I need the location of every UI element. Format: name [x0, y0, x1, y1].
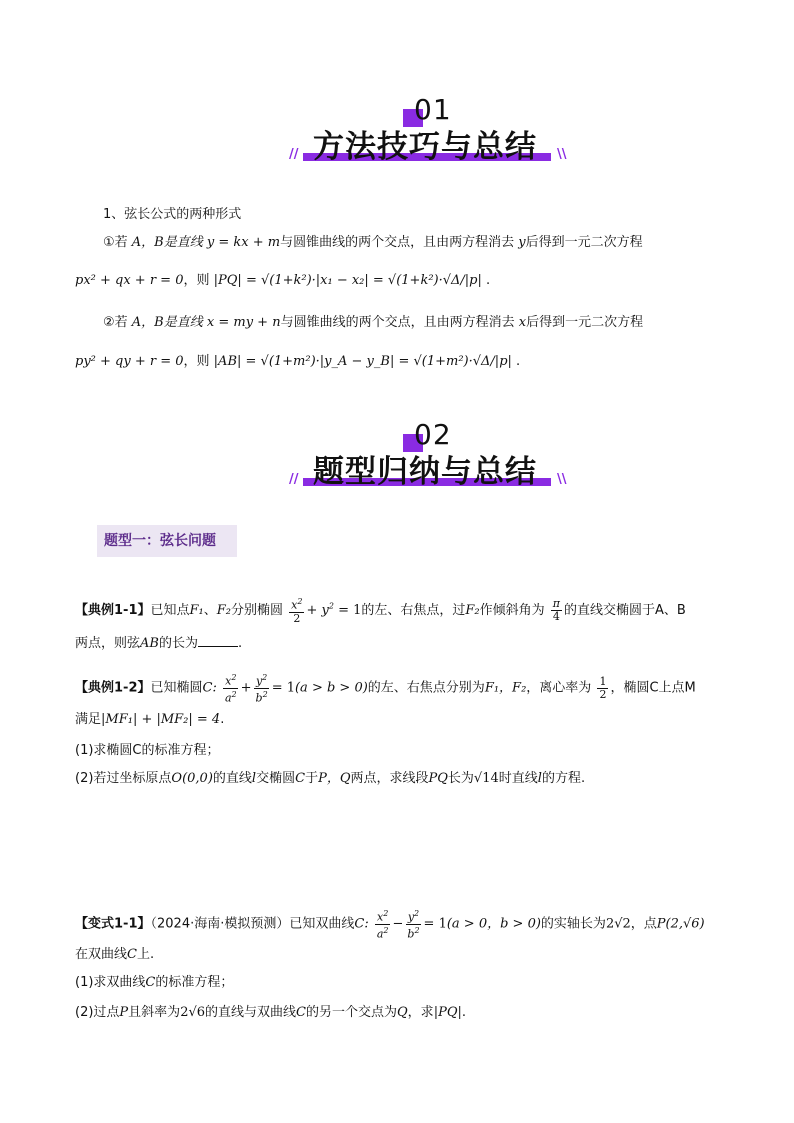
- variant-text: 的直线与双曲线: [205, 1005, 297, 1020]
- example-text: .: [237, 636, 243, 651]
- answer-blank[interactable]: [198, 634, 238, 647]
- hyperbola-c: C: [145, 975, 156, 990]
- example-text: ，离心率为: [526, 680, 592, 696]
- case2-points: A，B是直线: [131, 315, 203, 330]
- hyperbola-condition: (a > 0，b > 0): [446, 916, 541, 932]
- ellipse-fraction: $\frac{x^2}{2}$: [291, 597, 303, 625]
- variant-text: (2)过点: [75, 1005, 120, 1020]
- case1-then: ，则: [183, 273, 210, 288]
- slope-value: 2√6: [180, 1005, 206, 1020]
- variant-text: 上.: [136, 947, 155, 962]
- focus-f2: F₂: [216, 602, 231, 618]
- section-title: 方法技巧与总结: [313, 129, 537, 165]
- angle-fraction: $\frac{\pi}{4}$: [552, 596, 561, 623]
- problem-type-label: 题型一：弦长问题: [104, 533, 216, 549]
- section-header-2: [0, 420, 794, 500]
- example-1-2-line1: 【典例1-2】已知椭圆C: $\frac{x^2}{a^2}$ + $\frac{y^2}{b^2}$ = 1(a > b > 0)的左、右焦点分别为F₁，F₂，离心率为 $\frac{1}{2}$ ，椭圆C上点M: [75, 673, 696, 705]
- origin: O(0,0): [171, 771, 213, 786]
- example-1-2-q1: (1)求椭圆C的标准方程；: [75, 743, 220, 758]
- hyperbola-x-term: $\frac{x^2}{a^2}$: [376, 909, 389, 941]
- point-p: P(2,√6): [656, 916, 705, 932]
- slash-right: \\: [557, 147, 567, 162]
- variant-text: 已知双曲线: [289, 916, 355, 932]
- case2-then: ，则: [183, 354, 210, 369]
- section-number: 02: [414, 418, 452, 451]
- example-label: 【典例1-2】: [75, 680, 151, 696]
- case2-prefix: ②若: [103, 315, 128, 330]
- example-text: 的方程.: [541, 771, 586, 786]
- variant-text: ，求: [407, 1005, 434, 1020]
- case1-quadratic: px² + qx + r = 0: [75, 273, 184, 288]
- ellipse-y-term: $\frac{y^2}{b^2}$: [255, 673, 268, 705]
- hyperbola-y-term: $\frac{y^2}{b^2}$: [407, 909, 420, 941]
- segment-pq: PQ: [428, 771, 448, 786]
- example-text: 两点，则弦: [75, 636, 141, 651]
- section-number: 01: [414, 93, 452, 126]
- case2-text: 与圆锥曲线的两个交点，且由两方程消去: [280, 315, 515, 330]
- slash-left: //: [289, 147, 299, 162]
- focus-f1: F₁: [189, 602, 204, 618]
- example-text: .: [220, 712, 225, 727]
- variant-text: (1)求双曲线: [75, 975, 146, 990]
- example-text: 于: [305, 771, 319, 786]
- case1-text2: 后得到一元二次方程: [525, 235, 643, 250]
- variant-1-1-line1: 【变式1-1】（2024·海南·模拟预测）已知双曲线C: $\frac{x^2}{a^2}$ − $\frac{y^2}{b^2}$ = 1(a > 0，b > 0)的实轴长为2√2，点P(2,√6): [75, 909, 705, 941]
- example-text: 两点，求线段: [350, 771, 429, 786]
- example-label: 【典例1-1】: [75, 602, 151, 618]
- ellipse-c: C: [295, 771, 306, 786]
- case2-text2: 后得到一元二次方程: [526, 315, 644, 330]
- example-text: 的左、右焦点，过: [361, 602, 466, 618]
- focal-sum: |MF₁| + |MF₂| = 4: [101, 712, 221, 727]
- source-note: （2024·海南·模拟预测）: [150, 916, 290, 932]
- variant-text: 在双曲线: [75, 947, 128, 962]
- example-text: 满足: [75, 712, 102, 727]
- variant-text: 的另一个交点为: [305, 1005, 397, 1020]
- point-q: Q: [397, 1005, 408, 1020]
- eccentricity-fraction: $\frac{1}{2}$: [599, 674, 607, 701]
- ellipse-c: C:: [202, 680, 217, 696]
- hyperbola-c: C:: [354, 916, 369, 932]
- variant-text: 的标准方程；: [155, 975, 234, 990]
- case2-quadratic: py² + qy + r = 0: [75, 354, 184, 369]
- example-text: (2)若过坐标原点: [75, 771, 172, 786]
- variant-text: ，点: [630, 916, 657, 932]
- case1-var: y: [518, 235, 526, 250]
- ellipse-x-term: $\frac{x^2}{a^2}$: [224, 673, 237, 705]
- example-1-2-line2: [75, 711, 224, 729]
- ellipse-condition: (a > b > 0): [294, 680, 368, 696]
- example-text: 的直线交椭圆于A、B: [564, 602, 686, 618]
- example-1-2-q2: [75, 770, 585, 788]
- points-pq: P，Q: [318, 771, 351, 786]
- example-text: 交椭圆: [256, 771, 296, 786]
- example-text: 时直线: [498, 771, 538, 786]
- variant-1-1-q1: [75, 974, 233, 992]
- case1-text: 与圆锥曲线的两个交点，且由两方程消去: [280, 235, 515, 250]
- method-heading: 1、弦长公式的两种形式: [103, 207, 242, 222]
- chord-ab: AB: [140, 636, 159, 651]
- example-text: 的左、右焦点分别为: [367, 680, 485, 696]
- foci: F₁，F₂: [484, 680, 527, 696]
- case2-var: x: [518, 315, 527, 330]
- case1-chord-formula: |PQ| = √(1+k²)·|x₁ − x₂| = √(1+k²)·√Δ/|p|: [213, 273, 482, 288]
- example-text: 的长为: [158, 636, 198, 651]
- example-text: 、: [203, 602, 217, 618]
- method-case1-line2: px² + qx + r = 0，则 |PQ| = √(1+k²)·|x₁ − x₂| = √(1+k²)·√Δ/|p| .: [75, 273, 491, 288]
- variant-text: .: [461, 1005, 466, 1020]
- variant-1-1-line2: [75, 946, 154, 964]
- section-title: 题型归纳与总结: [313, 454, 537, 490]
- case1-prefix: ①若: [103, 235, 128, 250]
- variant-label: 【变式1-1】: [75, 916, 151, 932]
- line-l: l: [251, 771, 257, 786]
- focus-f2: F₂: [465, 602, 480, 618]
- length-value: √14: [473, 771, 499, 786]
- variant-1-1-q2: [75, 1004, 466, 1022]
- section-header-1: [0, 95, 794, 175]
- case2-chord-formula: |AB| = √(1+m²)·|y_A − y_B| = √(1+m²)·√Δ/|p|: [213, 354, 512, 369]
- method-case2-line2: py² + qy + r = 0，则 |AB| = √(1+m²)·|y_A − y_B| = √(1+m²)·√Δ/|p| .: [75, 354, 521, 369]
- variant-text: 的实轴长为: [540, 916, 606, 932]
- axis-length: 2√2: [605, 916, 631, 932]
- slash-right: \\: [557, 472, 567, 487]
- example-text: 作倾斜角为: [479, 602, 545, 618]
- example-1-1-line2: [75, 634, 242, 653]
- case1-points: A，B是直线: [131, 235, 203, 250]
- method-case1-line1: [103, 234, 643, 252]
- hyperbola-c: C: [296, 1005, 306, 1020]
- slash-left: //: [289, 472, 299, 487]
- case2-line-eq: x = my + n: [206, 315, 281, 330]
- example-text: ，椭圆C上点M: [610, 680, 696, 696]
- example-text: 已知椭圆: [150, 680, 203, 696]
- case1-line-eq: y = kx + m: [206, 235, 281, 250]
- distance-pq: |PQ|: [433, 1005, 462, 1020]
- point-p: P: [119, 1005, 129, 1020]
- hyperbola-c: C: [127, 947, 137, 962]
- example-text: 已知点: [150, 602, 190, 618]
- variant-text: 且斜率为: [128, 1005, 181, 1020]
- line-l: l: [537, 771, 542, 786]
- example-text: 长为: [447, 771, 474, 786]
- ellipse-rest: + $y^2 = 1$: [306, 601, 362, 618]
- method-case2-line1: [103, 314, 643, 332]
- example-1-1-line1: [75, 596, 686, 625]
- example-text: 分别椭圆: [231, 602, 284, 618]
- example-text: 的直线: [212, 771, 252, 786]
